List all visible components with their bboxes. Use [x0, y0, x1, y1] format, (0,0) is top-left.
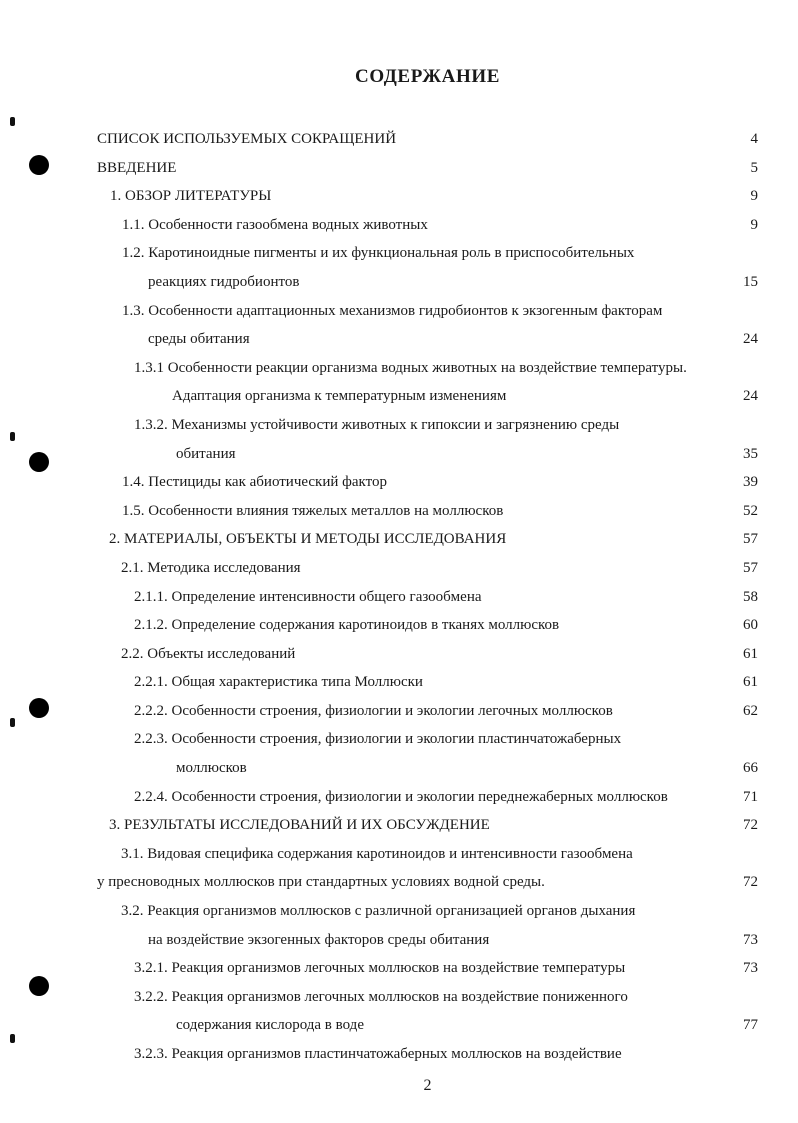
toc-entry-text: среды обитания: [148, 331, 250, 348]
toc-entry-text: 3.2.2. Реакция организмов легочных моллюсков на воздействие пониженного: [134, 988, 628, 1005]
toc-entry-text: 1.5. Особенности влияния тяжелых металлов на моллюсков: [122, 502, 504, 519]
toc-entry[interactable]: [0, 554, 798, 583]
toc-entry-text: 2.1. Методика исследования: [121, 559, 301, 576]
toc-entry-text: СПИСОК ИСПОЛЬЗУЕМЫХ СОКРАЩЕНИЙ: [97, 131, 397, 147]
toc-entry[interactable]: [0, 868, 798, 897]
toc-entry-text: 2. МАТЕРИАЛЫ, ОБЪЕКТЫ И МЕТОДЫ ИССЛЕДОВАНИЯ: [109, 531, 507, 548]
toc-entry-page: 35: [743, 445, 758, 462]
toc-entry[interactable]: [0, 525, 798, 554]
toc-entry[interactable]: [0, 583, 798, 612]
toc-entry[interactable]: [0, 354, 798, 383]
toc-entry-page: 9: [750, 188, 758, 205]
toc-entry-page: 58: [743, 588, 758, 605]
toc-entry-text: 2.2. Объекты исследований: [121, 645, 296, 662]
toc-entry-page: 71: [743, 788, 758, 805]
toc-entry-text: 2.2.1. Общая характеристика типа Моллюски: [134, 674, 423, 691]
toc-entry-text: ВВЕДЕНИЕ: [97, 159, 177, 176]
toc-entry-page: 4: [750, 131, 758, 147]
page-number: 2: [423, 1077, 432, 1094]
toc-entry[interactable]: [0, 382, 798, 411]
toc-entry-text: содержания кислорода в воде: [176, 1017, 364, 1034]
toc-entry-page: 57: [743, 531, 758, 548]
toc-entry-page: 61: [743, 645, 758, 662]
toc-entry[interactable]: [0, 154, 798, 183]
toc-entry[interactable]: [0, 897, 798, 926]
table-of-contents: [0, 125, 798, 1069]
toc-entry[interactable]: [0, 725, 798, 754]
toc-entry-text: 2.2.3. Особенности строения, физиологии и экологии пластинчатожаберных: [134, 731, 622, 748]
toc-entry-page: 72: [743, 817, 758, 834]
toc-entry-page: 61: [743, 674, 758, 691]
toc-entry-text: 2.1.1. Определение интенсивности общего газообмена: [134, 588, 482, 605]
toc-entry[interactable]: [0, 125, 798, 154]
toc-entry[interactable]: [0, 697, 798, 726]
toc-entry-page: 39: [743, 474, 758, 491]
toc-entry[interactable]: [0, 754, 798, 783]
toc-entry-text: 1.3. Особенности адаптационных механизмов гидробионтов к экзогенным факторам: [122, 302, 663, 319]
toc-entry-text: 1.3.2. Механизмы устойчивости животных к гипоксии и загрязнению среды: [134, 416, 620, 433]
toc-entry-text: 3.2. Реакция организмов моллюсков с различной организацией органов дыхания: [121, 903, 636, 920]
toc-entry[interactable]: [0, 640, 798, 669]
toc-entry-text: обитания: [176, 445, 236, 462]
toc-entry[interactable]: [0, 239, 798, 268]
toc-entry-page: 57: [743, 559, 758, 576]
toc-entry-text: 3.2.1. Реакция организмов легочных моллюсков на воздействие температуры: [134, 960, 626, 977]
toc-entry-page: 73: [743, 960, 758, 977]
toc-entry[interactable]: [0, 325, 798, 354]
toc-entry[interactable]: [0, 268, 798, 297]
toc-entry[interactable]: [0, 211, 798, 240]
toc-entry[interactable]: [0, 783, 798, 812]
toc-entry-text: 1.2. Каротиноидные пигменты и их функциональная роль в приспособительных: [122, 245, 635, 262]
toc-entry[interactable]: [0, 811, 798, 840]
toc-entry[interactable]: [0, 411, 798, 440]
toc-entry[interactable]: [0, 1011, 798, 1040]
toc-entry-page: 24: [743, 388, 758, 405]
toc-entry-text: реакциях гидробионтов: [148, 273, 300, 290]
toc-entry[interactable]: [0, 954, 798, 983]
toc-entry-text: 3. РЕЗУЛЬТАТЫ ИССЛЕДОВАНИЙ И ИХ ОБСУЖДЕНИЕ: [109, 817, 490, 834]
toc-entry-page: 77: [743, 1017, 758, 1034]
toc-entry-page: 15: [743, 273, 758, 290]
toc-entry-page: 62: [743, 702, 758, 719]
toc-entry[interactable]: [0, 840, 798, 869]
toc-entry-page: 72: [743, 874, 758, 891]
toc-entry-text: 1.3.1 Особенности реакции организма водных животных на воздействие температуры.: [134, 359, 687, 376]
toc-entry-page: 66: [743, 760, 758, 777]
toc-entry[interactable]: [0, 1040, 798, 1069]
page-title: СОДЕРЖАНИЕ: [355, 66, 500, 87]
toc-entry[interactable]: [0, 297, 798, 326]
toc-entry-text: у пресноводных моллюсков при стандартных условиях водной среды.: [97, 874, 545, 891]
toc-entry-text: 2.1.2. Определение содержания каротиноидов в тканях моллюсков: [134, 617, 560, 634]
toc-entry[interactable]: [0, 468, 798, 497]
toc-entry-text: 2.2.2. Особенности строения, физиологии и экологии легочных моллюсков: [134, 702, 613, 719]
toc-entry-page: 52: [743, 502, 758, 519]
toc-entry-text: моллюсков: [176, 760, 247, 777]
toc-entry[interactable]: [0, 983, 798, 1012]
toc-entry-text: 1. ОБЗОР ЛИТЕРАТУРЫ: [110, 188, 272, 205]
toc-entry-text: 3.2.3. Реакция организмов пластинчатожаберных моллюсков на воздействие: [134, 1046, 622, 1062]
toc-entry[interactable]: [0, 182, 798, 211]
toc-entry-text: Адаптация организма к температурным изменениям: [172, 388, 507, 405]
toc-entry-text: 1.4. Пестициды как абиотический фактор: [122, 474, 387, 491]
toc-entry-text: на воздействие экзогенных факторов среды обитания: [148, 931, 490, 948]
toc-entry-page: 24: [743, 331, 758, 348]
toc-entry[interactable]: [0, 440, 798, 469]
toc-entry-page: 5: [750, 159, 758, 176]
toc-entry[interactable]: [0, 497, 798, 526]
toc-entry-page: 73: [743, 931, 758, 948]
toc-entry[interactable]: [0, 668, 798, 697]
toc-entry[interactable]: [0, 611, 798, 640]
toc-entry-text: 3.1. Видовая специфика содержания каротиноидов и интенсивности газообмена: [121, 845, 633, 862]
toc-entry-text: 2.2.4. Особенности строения, физиологии и экологии переднежаберных моллюсков: [134, 788, 668, 805]
toc-entry[interactable]: [0, 926, 798, 955]
toc-entry-page: 9: [750, 216, 758, 233]
toc-entry-page: 60: [743, 617, 758, 634]
toc-entry-text: 1.1. Особенности газообмена водных животных: [122, 216, 428, 233]
